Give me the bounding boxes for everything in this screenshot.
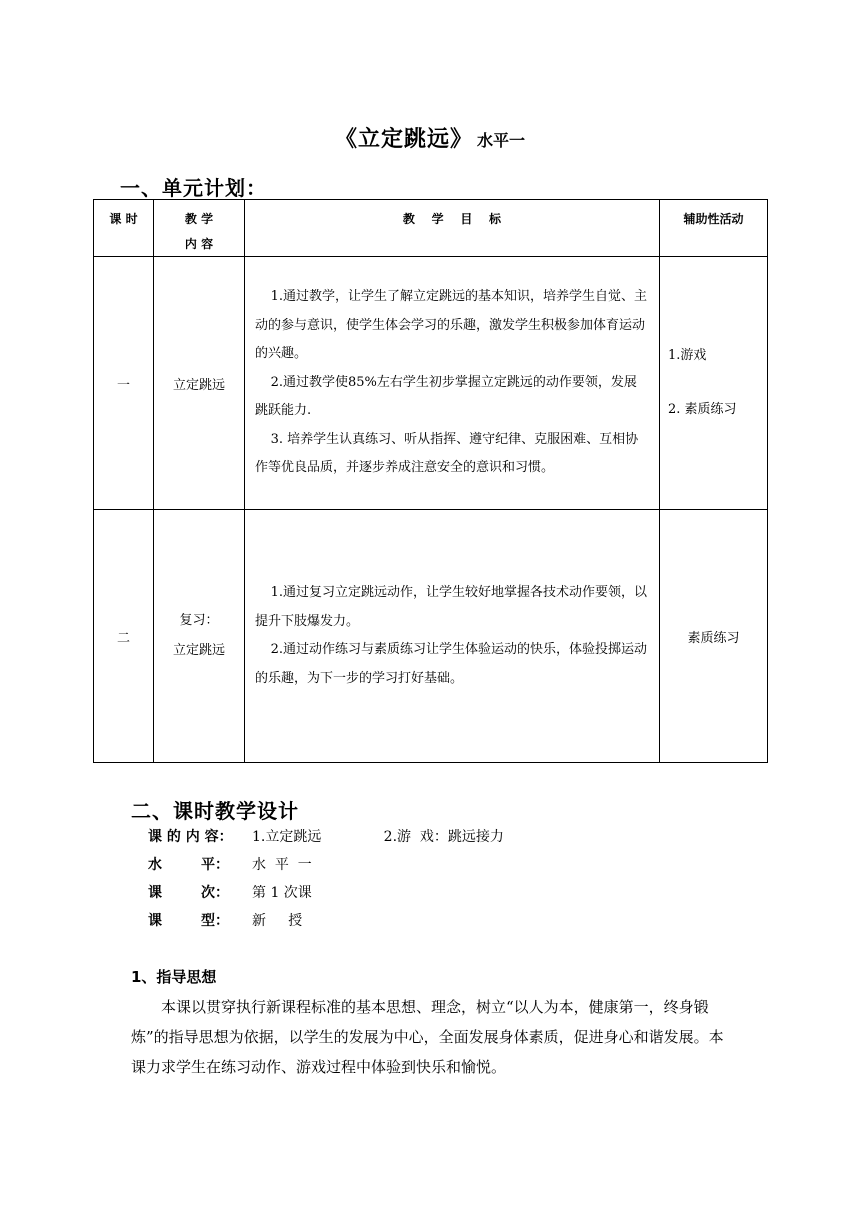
row-activities: 素质练习 — [660, 510, 768, 763]
goal-item: 1.通过教学，让学生了解立定跳远的基本知识，培养学生自觉、主动的参与意识，使学生体会学习的乐趣，激发学生积极参加体育运动的兴趣。 — [255, 289, 647, 362]
goal-item: 2.通过教学使85%左右学生初步掌握立定跳远的动作要领，发展跳跃能力. — [255, 374, 637, 419]
row-goals — [245, 257, 660, 510]
header-goals: 教 学 目 标 — [245, 200, 660, 257]
activity-item: 2. 素质练习 — [668, 402, 737, 417]
meta-line: 课 的 内 容： 1.立定跳远 2.游 戏：跳远接力 — [148, 829, 504, 845]
unit-plan-table — [93, 199, 768, 763]
guide-heading: 1、指导思想 — [131, 968, 217, 986]
row-activities — [660, 257, 768, 510]
title-sub: 水平一 — [477, 131, 526, 150]
table-row — [94, 257, 768, 510]
meta-line: 课 型： 新 授 — [148, 913, 303, 929]
goal-item: 3. 培养学生认真练习、听从指挥、遵守纪律、克服困难、互相协作等优良品质，并逐步养成注意安全的意识和习惯。 — [255, 431, 639, 476]
table-row — [94, 510, 768, 763]
page-title — [0, 122, 860, 153]
guide-paragraph: 本课以贯穿执行新课程标准的基本思想、理念，树立“以人为本，健康第一，终身锻炼”的指导思想为依据，以学生的发展为中心，全面发展身体素质，促进身心和谐发展。本课力求学生在练习动作、游戏过程中体验到快乐和愉悦。 — [131, 998, 724, 1076]
row-content: 复习： 立定跳远 — [154, 510, 245, 763]
row-goals — [245, 510, 660, 763]
title-main: 《立定跳远》 — [334, 127, 473, 152]
meta-line: 课 次： 第 1 次课 — [148, 885, 312, 901]
row-lesson: 一 — [94, 257, 154, 510]
header-activities: 辅助性活动 — [660, 200, 768, 257]
row-content: 立定跳远 — [154, 257, 245, 510]
meta-line: 水 平： 水 平 一 — [148, 857, 312, 873]
section1-heading: 一、单元计划： — [120, 176, 267, 200]
activity-item: 1.游戏 — [668, 348, 707, 363]
table-header-row — [94, 200, 768, 257]
goal-item: 2.通过动作练习与素质练习让学生体验运动的快乐，体验投掷运动的乐趣，为下一步的学习打好基础。 — [255, 642, 647, 686]
header-content: 教 学 内 容 — [154, 200, 245, 257]
goal-item: 1.通过复习立定跳远动作，让学生较好地掌握各技术动作要领，以提升下肢爆发力。 — [255, 585, 647, 629]
section2-heading: 二、课时教学设计 — [131, 799, 299, 823]
header-lesson: 课 时 — [94, 200, 154, 257]
row-lesson: 二 — [94, 510, 154, 763]
